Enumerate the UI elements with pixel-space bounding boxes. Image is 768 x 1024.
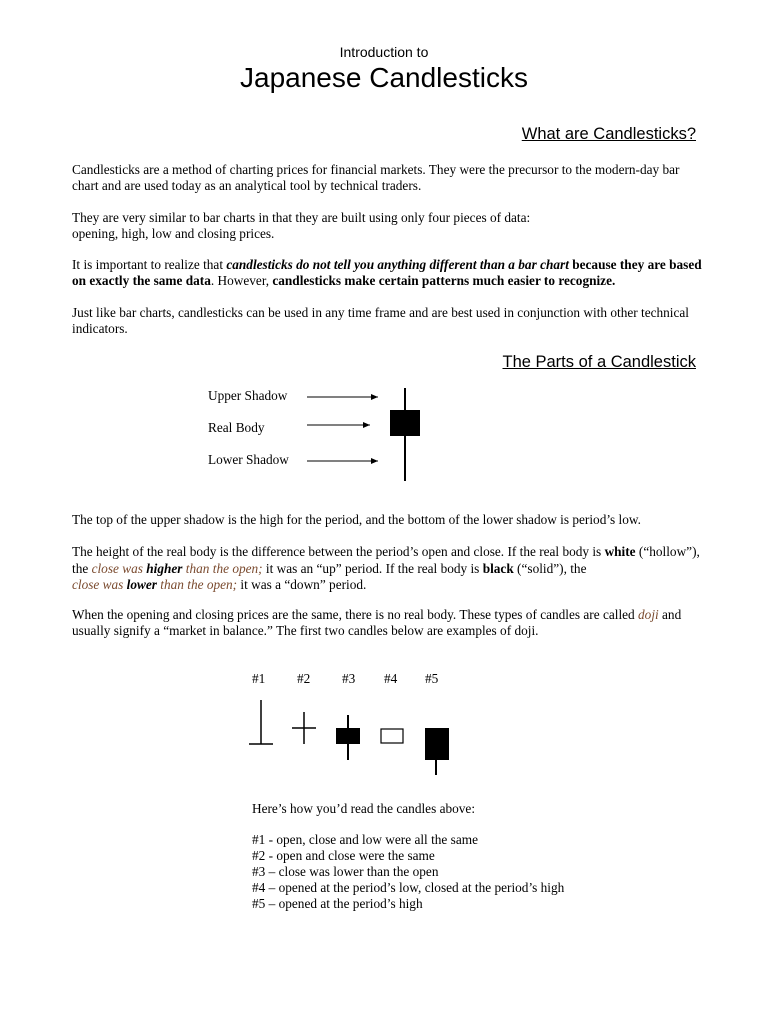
candle-2 bbox=[292, 712, 316, 744]
p6-f: than the open; bbox=[182, 560, 263, 576]
p6-higher: higher bbox=[146, 560, 183, 576]
candle-notes bbox=[252, 832, 564, 912]
paragraph-5: The top of the upper shadow is the high for the period, and the bottom of the lower shadow is period’s low. bbox=[72, 512, 641, 527]
section-heading-what: What are Candlesticks? bbox=[521, 125, 696, 143]
label-real-body: Real Body bbox=[208, 420, 265, 435]
paragraph-2-line2: opening, high, low and closing prices. bbox=[72, 226, 275, 241]
p6-a: The height of the real body is the difference between the period’s open and close. If the real body is bbox=[72, 544, 605, 559]
kicker: Introduction to bbox=[339, 44, 429, 60]
section-heading-parts: The Parts of a Candlestick bbox=[502, 353, 696, 371]
candle-note-1: #1 - open, close and low were all the same bbox=[252, 832, 478, 847]
candle-note-3: #3 – close was lower than the open bbox=[252, 864, 439, 879]
label-upper-shadow: Upper Shadow bbox=[208, 388, 288, 403]
label-lower-shadow: Lower Shadow bbox=[208, 452, 289, 467]
p3-text-c: because they are based on exactly the same data bbox=[72, 257, 702, 288]
p6-j: close was bbox=[72, 577, 127, 592]
paragraph-4: Just like bar charts, candlesticks can be used in any time frame and are best used in conjunction with other technical indicators. bbox=[72, 305, 689, 336]
p6-c: (“hollow”), the bbox=[72, 544, 700, 576]
candle-label-5: #5 bbox=[425, 671, 439, 686]
candle-label-2: #2 bbox=[297, 671, 311, 686]
p3-text-a: It is important to realize that bbox=[72, 257, 227, 272]
p7-a: When the opening and closing prices are the same, there is no real body. These types of candles are called bbox=[72, 607, 639, 622]
read-heading: Here’s how you’d read the candles above: bbox=[252, 801, 476, 816]
candle-1 bbox=[249, 700, 273, 744]
candle-3 bbox=[336, 715, 360, 760]
candle-label-1: #1 bbox=[252, 671, 266, 686]
p3-text-e: candlesticks make certain patterns much easier to recognize. bbox=[272, 273, 616, 288]
p6-l: than the open; bbox=[156, 577, 238, 592]
p6-g: it was an “up” period. If the real body is bbox=[262, 560, 483, 576]
p6-m: it was a “down” period. bbox=[237, 577, 367, 592]
candle-note-4: #4 – opened at the period’s low, closed at the period’s high bbox=[252, 880, 565, 895]
p3-text-d: . However, bbox=[210, 273, 273, 288]
p7-doji: doji bbox=[638, 607, 659, 622]
p6-white: white bbox=[604, 544, 636, 559]
paragraph-1: Candlesticks are a method of charting prices for financial markets. They were the precursor to the modern-day bar chart and are used today as an analytical tool by technical traders. bbox=[72, 162, 680, 193]
candle-note-2: #2 - open and close were the same bbox=[252, 848, 435, 863]
candle-4 bbox=[381, 729, 403, 743]
page-title: Japanese Candlesticks bbox=[240, 62, 528, 93]
candle-label-3: #3 bbox=[342, 671, 356, 686]
p3-emphasis: candlesticks do not tell you anything different than a bar chart bbox=[226, 257, 569, 272]
p6-lower: lower bbox=[126, 577, 157, 592]
p7-c: and usually signify a “market in balance.” The first two candles below are examples of doji. bbox=[72, 607, 682, 638]
p6-black: black bbox=[482, 560, 514, 576]
p6-d: close was bbox=[91, 560, 147, 576]
candle-5 bbox=[425, 728, 449, 775]
candle-label-4: #4 bbox=[384, 671, 398, 686]
candle-note-5: #5 – opened at the period’s high bbox=[252, 896, 423, 911]
p6-i: (“solid”), the bbox=[513, 560, 587, 576]
paragraph-2-line1: They are very similar to bar charts in that they are built using only four pieces of data: bbox=[72, 210, 531, 225]
